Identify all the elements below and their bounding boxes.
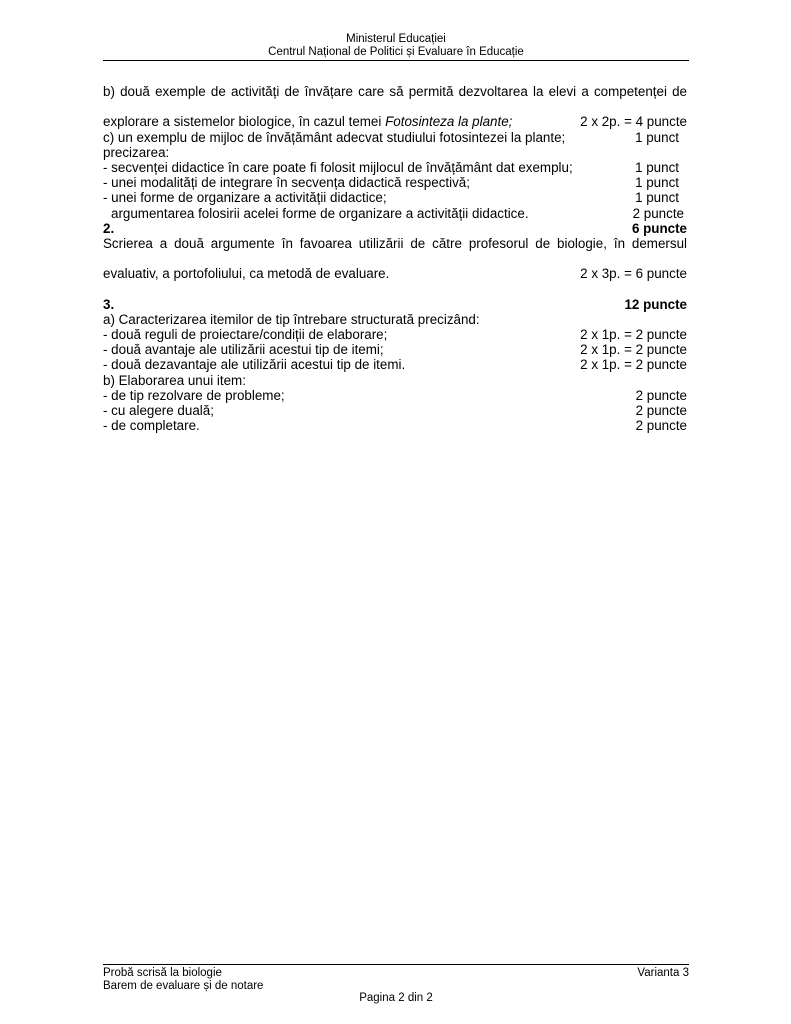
item-c-line2 bbox=[103, 145, 687, 160]
list-item-text: argumentarea folosirii acelei forme de organizare a activității didactice. bbox=[111, 205, 529, 221]
list-item-text: - unei forme de organizare a activității didactice; bbox=[103, 190, 387, 206]
item-b-points: 2 x 2p. = 4 puncte bbox=[580, 114, 687, 130]
list-item bbox=[103, 327, 687, 342]
item-c-text: c) un exemplu de mijloc de învățământ adecvat studiului fotosintezei la plante; bbox=[103, 129, 566, 145]
section-2-text: evaluativ, a portofoliului, ca metodă de evaluare. bbox=[103, 266, 390, 282]
spacer bbox=[103, 282, 687, 297]
list-item-points: 2 puncte bbox=[635, 387, 687, 403]
item-c-line1 bbox=[103, 130, 687, 145]
list-item-text: - două avantaje ale utilizării acestui tip de itemi; bbox=[103, 342, 384, 358]
list-item-points: 2 x 1p. = 2 puncte bbox=[580, 327, 687, 343]
section-2-line1: Scrierea a două argumente în favoarea utilizării de către profesorul de biologie, în demersul bbox=[103, 235, 687, 251]
page-number: Pagina 2 din 2 bbox=[359, 992, 433, 1004]
section-3-a-text: a) Caracterizarea itemilor de tip întrebare structurată precizând: bbox=[103, 311, 480, 327]
footer-divider bbox=[103, 964, 689, 965]
list-item-text: - două reguli de proiectare/condiții de elaborare; bbox=[103, 327, 388, 343]
item-b-line1: b) două exemple de activități de învățare care să permită dezvoltarea la elevi a competenței de bbox=[103, 84, 687, 99]
list-item bbox=[103, 357, 687, 372]
list-item bbox=[103, 190, 687, 205]
list-item-text: - de tip rezolvare de probleme; bbox=[103, 387, 285, 403]
list-item bbox=[103, 403, 687, 418]
list-item-points: 2 puncte bbox=[635, 418, 687, 434]
header-center: Centrul Național de Politici și Evaluare în Educație bbox=[268, 46, 524, 58]
list-item-points: 2 x 1p. = 2 puncte bbox=[580, 342, 687, 358]
page-header bbox=[103, 33, 689, 59]
list-item bbox=[103, 342, 687, 357]
list-item-points: 2 x 1p. = 2 puncte bbox=[580, 357, 687, 373]
list-item-text: - de completare. bbox=[103, 418, 200, 434]
item-b-line2-text: explorare a sistemelor biologice, în cazul temei bbox=[103, 114, 386, 130]
list-item-points: 1 punct bbox=[635, 190, 679, 206]
item-b-topic: Fotosinteza la plante; bbox=[385, 114, 513, 130]
section-2-line-points: 2 x 3p. = 6 puncte bbox=[580, 266, 687, 282]
section-2-points: 6 puncte bbox=[631, 220, 687, 236]
list-item bbox=[103, 388, 687, 403]
header-ministry: Ministerul Educației bbox=[346, 33, 446, 45]
section-2-line2 bbox=[103, 266, 687, 281]
section-2-number: 2. bbox=[103, 220, 115, 236]
list-item bbox=[103, 175, 687, 190]
section-3-points: 12 puncte bbox=[624, 296, 687, 312]
footer-exam-title: Probă scrisă la biologie bbox=[103, 967, 222, 979]
list-item-text: - secvenței didactice în care poate fi folosit mijlocul de învățământ dat exemplu; bbox=[103, 159, 573, 175]
section-3-heading bbox=[103, 297, 687, 312]
section-3-a bbox=[103, 312, 687, 327]
item-c-points: 1 punct bbox=[635, 129, 679, 145]
list-item bbox=[103, 206, 687, 221]
item-c-subtitle: precizarea: bbox=[103, 144, 170, 160]
header-divider bbox=[103, 60, 689, 61]
list-item bbox=[103, 160, 687, 175]
footer-barem: Barem de evaluare și de notare bbox=[103, 980, 264, 992]
item-b-line2 bbox=[103, 114, 687, 129]
list-item-points: 1 punct bbox=[635, 175, 679, 191]
section-3-b-text: b) Elaborarea unui item: bbox=[103, 372, 246, 388]
section-3-number: 3. bbox=[103, 296, 115, 312]
list-item-text: - cu alegere duală; bbox=[103, 403, 214, 418]
list-item-text: - două dezavantaje ale utilizării acestui tip de itemi. bbox=[103, 357, 406, 373]
footer-variant: Varianta 3 bbox=[637, 967, 689, 979]
document-body bbox=[103, 84, 687, 433]
section-3-b bbox=[103, 373, 687, 388]
list-item-points: 2 puncte bbox=[632, 205, 684, 221]
list-item-points: 2 puncte bbox=[635, 403, 687, 418]
list-item-points: 1 punct bbox=[635, 159, 679, 175]
list-item bbox=[103, 418, 687, 433]
section-2-heading bbox=[103, 221, 687, 236]
list-item-text: - unei modalități de integrare în secvența didactică respectivă; bbox=[103, 175, 470, 191]
